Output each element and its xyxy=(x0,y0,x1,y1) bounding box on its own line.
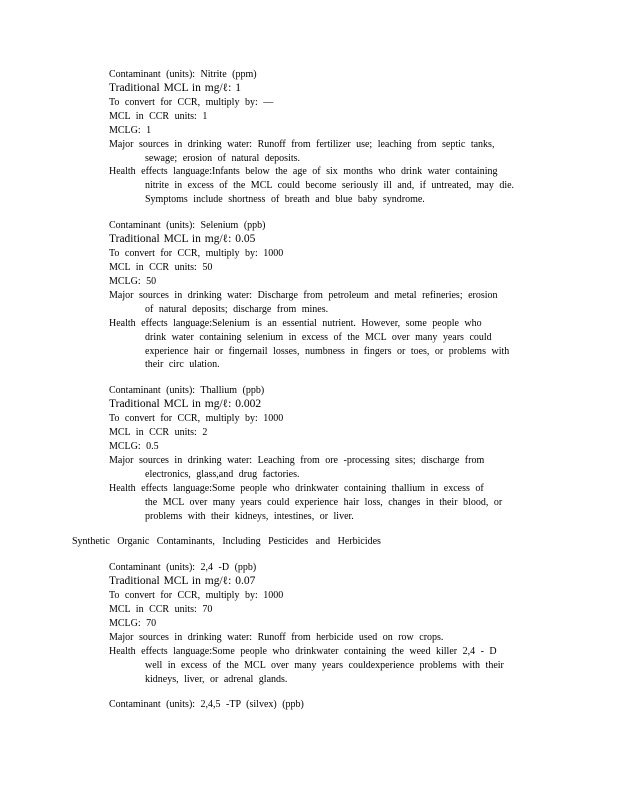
major-sources-cont: sewage; erosion of natural deposits. xyxy=(145,153,301,164)
health-effects: Health effects language:Infants below the age of six months who drink water containing xyxy=(109,166,498,177)
health-effects-cont: their circ ulation. xyxy=(145,359,220,370)
contaminant-title: Contaminant (units): 2,4 -D (ppb) xyxy=(109,562,257,573)
mclg: MCLG: 1 xyxy=(109,125,152,136)
major-sources: Major sources in drinking water: Runoff from fertilizer use; leaching from septic tanks, xyxy=(109,139,495,150)
contaminant-title: Contaminant (units): 2,4,5 -TP (silvex) (ppb) xyxy=(109,699,304,710)
traditional-mcl: Traditional MCL in mg/ℓ: 0.002 xyxy=(109,398,262,410)
traditional-mcl: Traditional MCL in mg/ℓ: 1 xyxy=(109,82,241,94)
contaminant-title: Contaminant (units): Selenium (ppb) xyxy=(109,220,266,231)
contaminant-title: Contaminant (units): Thallium (ppb) xyxy=(109,385,265,396)
mclg: MCLG: 50 xyxy=(109,276,157,287)
section-heading: Synthetic Organic Contaminants, Including Pesticides and Herbicides xyxy=(72,536,381,547)
major-sources: Major sources in drinking water: Discharge from petroleum and metal refineries; erosion xyxy=(109,290,498,301)
convert-factor: To convert for CCR, multiply by: 1000 xyxy=(109,413,284,424)
mcl-ccr-units: MCL in CCR units: 50 xyxy=(109,262,213,273)
mcl-ccr-units: MCL in CCR units: 70 xyxy=(109,604,213,615)
health-effects-cont: kidneys, liver, or adrenal glands. xyxy=(145,674,288,685)
mclg: MCLG: 0.5 xyxy=(109,441,159,452)
mcl-ccr-units: MCL in CCR units: 2 xyxy=(109,427,208,438)
traditional-mcl: Traditional MCL in mg/ℓ: 0.05 xyxy=(109,233,256,245)
mcl-ccr-units: MCL in CCR units: 1 xyxy=(109,111,208,122)
health-effects-cont: experience hair or fingernail losses, numbness in fingers or toes, or problems with xyxy=(145,346,510,357)
convert-factor: To convert for CCR, multiply by: 1000 xyxy=(109,248,284,259)
health-effects: Health effects language:Selenium is an essential nutrient. However, some people who xyxy=(109,318,482,329)
health-effects-cont: nitrite in excess of the MCL could become seriously ill and, if untreated, may die. xyxy=(145,180,515,191)
health-effects-cont: Symptoms include shortness of breath and blue baby syndrome. xyxy=(145,194,425,205)
traditional-mcl: Traditional MCL in mg/ℓ: 0.07 xyxy=(109,575,256,587)
health-effects-cont: problems with their kidneys, intestines, or liver. xyxy=(145,511,354,522)
mclg: MCLG: 70 xyxy=(109,618,157,629)
health-effects-cont: the MCL over many years could experience hair loss, changes in their blood, or xyxy=(145,497,503,508)
major-sources-cont: electronics, glass,and drug factories. xyxy=(145,469,300,480)
health-effects-cont: well in excess of the MCL over many years couldexperience problems with their xyxy=(145,660,504,671)
health-effects: Health effects language:Some people who drinkwater containing the weed killer 2,4 - D xyxy=(109,646,497,657)
health-effects: Health effects language:Some people who drinkwater containing thallium in excess of xyxy=(109,483,484,494)
major-sources: Major sources in drinking water: Leaching from ore -processing sites; discharge from xyxy=(109,455,485,466)
contaminant-title: Contaminant (units): Nitrite (ppm) xyxy=(109,69,257,80)
convert-factor: To convert for CCR, multiply by: 1000 xyxy=(109,590,284,601)
major-sources-cont: of natural deposits; discharge from mines. xyxy=(145,304,329,315)
convert-factor: To convert for CCR, multiply by: — xyxy=(109,97,274,108)
major-sources: Major sources in drinking water: Runoff from herbicide used on row crops. xyxy=(109,632,444,643)
health-effects-cont: drink water containing selenium in excess of the MCL over many years could xyxy=(145,332,492,343)
